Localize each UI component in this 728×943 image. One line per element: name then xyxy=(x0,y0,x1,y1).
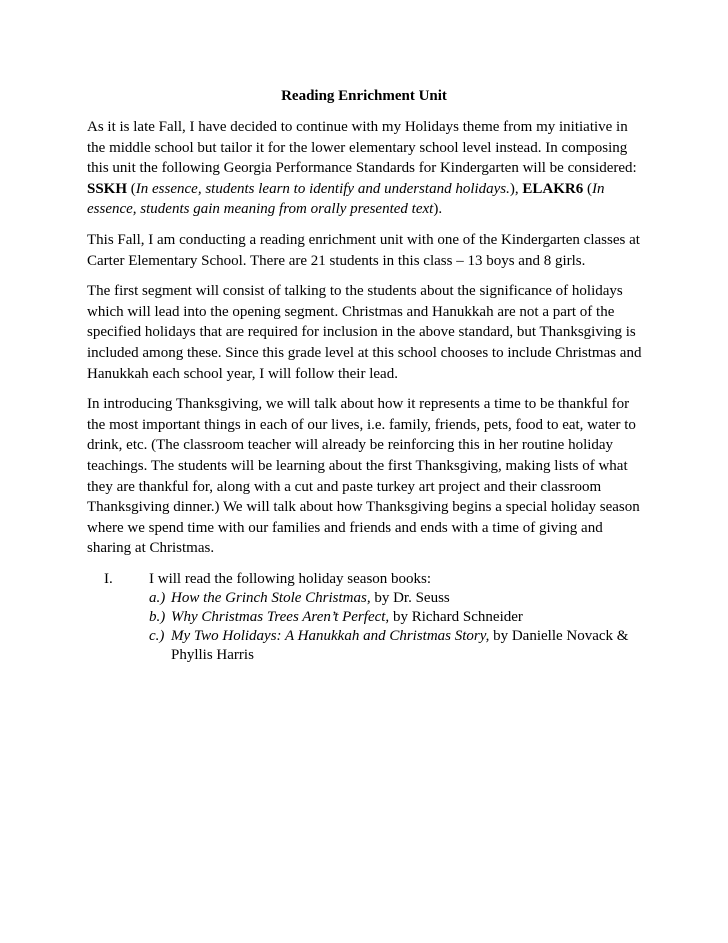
book-title: Why Christmas Trees Aren’t Perfect, xyxy=(171,609,390,626)
book-item xyxy=(149,589,649,608)
paragraph-first-segment: The first segment will consist of talking to the students about the significance of holidays which will lead into the opening segment. Christmas and Hanukkah are not a part of the specified holidays that are required for inclusion in the above standard, but Thanksgiving is included among these. Since this grade level at this school chooses to include Christmas and Hanukkah each school year, I will follow their lead. xyxy=(87,283,642,382)
paren-open: ( xyxy=(127,180,136,197)
book-letter: b.) xyxy=(149,609,166,626)
paragraph-standards-text: As it is late Fall, I have decided to continue with my Holidays theme from my initiative in the middle school but tailor it for the lower elementary school level instead. In composing this unit the following Georgia Performance Standards for Kindergarten will be considered: xyxy=(87,119,637,177)
paren-close: ), xyxy=(509,180,523,197)
standard-code-sskh: SSKH xyxy=(87,180,128,197)
standard-description-sskh: In essence, students learn to identify and understand holidays. xyxy=(135,180,510,197)
document-title: Reading Enrichment Unit xyxy=(281,88,447,104)
book-letter: a.) xyxy=(149,590,166,607)
book-title: My Two Holidays: A Hanukkah and Christmas Story, xyxy=(171,628,490,645)
book-list xyxy=(87,569,649,666)
book-entry xyxy=(171,608,649,627)
paren-close: ). xyxy=(433,201,443,218)
book-title: How the Grinch Stole Christmas, xyxy=(171,590,371,607)
book-sub-list xyxy=(149,589,649,665)
list-intro-text: I will read the following holiday season books: xyxy=(149,570,432,587)
book-entry xyxy=(171,627,649,665)
paragraph-standards xyxy=(87,117,649,220)
book-author: by Dr. Seuss xyxy=(370,590,450,607)
list-item xyxy=(87,569,649,590)
book-author: by Danielle Novack & Phyllis Harris xyxy=(171,628,629,664)
paren-open: ( xyxy=(583,180,592,197)
book-letter: c.) xyxy=(149,628,165,645)
paragraph-thanksgiving: In introducing Thanksgiving, we will talk about how it represents a time to be thankful for the most important things in each of our lives, i.e. family, friends, pets, food to eat, water to drink, etc. (The classroom teacher will already be reinforcing this in her routine holiday teachings. The students will be learning about the first Thanksgiving, making lists of what they are thankful for, along with a cut and paste turkey art project and their classroom Thanksgiving dinner.) We will talk about how Thanksgiving begins a special holiday season where we spend time with our families and friends and ends with a time of giving and sharing at Christmas. xyxy=(87,396,640,557)
book-author: by Richard Schneider xyxy=(389,609,523,626)
document-body xyxy=(87,117,649,665)
standard-description-elakr6: In essence, students gain meaning from orally presented text xyxy=(87,180,605,218)
book-item xyxy=(149,627,649,665)
book-entry xyxy=(171,589,649,608)
list-numeral: I. xyxy=(104,570,113,587)
standard-code-elakr6: ELAKR6 xyxy=(522,180,584,197)
paragraph-class-info: This Fall, I am conducting a reading enrichment unit with one of the Kindergarten classes at Carter Elementary School. There are 21 students in this class – 13 boys and 8 girls. xyxy=(87,231,640,269)
book-item xyxy=(149,608,649,627)
